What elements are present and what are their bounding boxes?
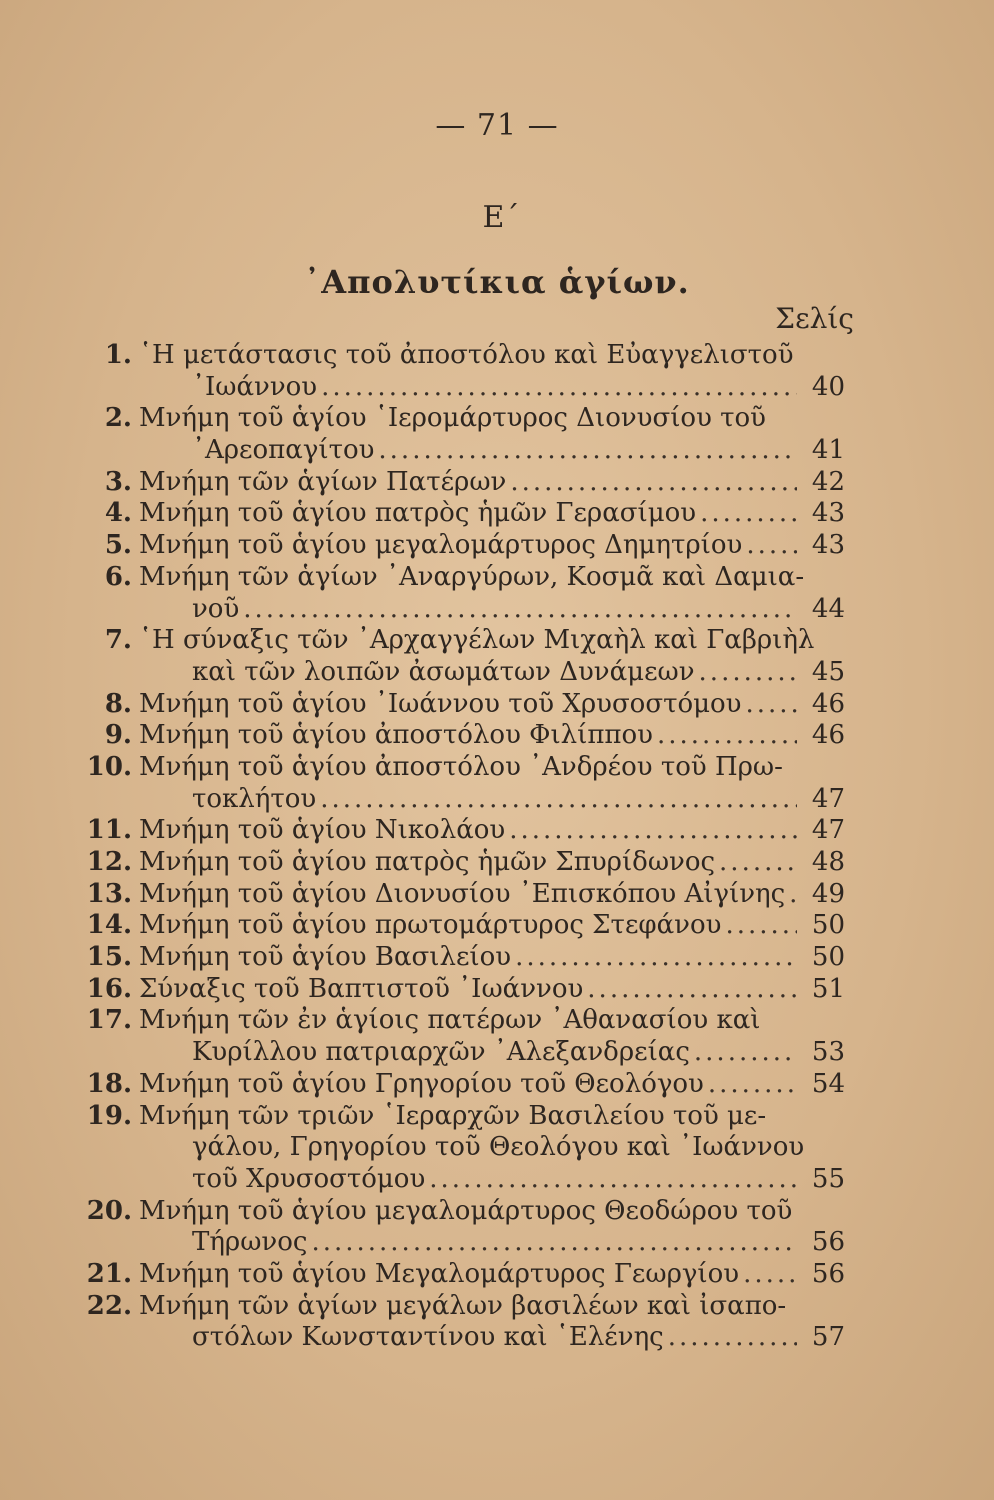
dot-leader xyxy=(699,657,797,687)
toc-entry-line xyxy=(70,847,845,879)
dot-leader xyxy=(694,1037,797,1067)
toc-entry-number: 16. xyxy=(86,973,132,1004)
toc-entry-page: 46 xyxy=(811,688,845,719)
toc-entry-number: 13. xyxy=(86,878,132,909)
toc-entry-title: ῾Η μετάστασις τοῦ ἀποστόλου καὶ Εὐαγγελιστοῦ xyxy=(139,340,794,370)
toc-entry-line xyxy=(70,1132,845,1164)
toc-entry-title: Μνήμη τοῦ ἁγίου ἀποστόλου ᾿Ανδρέου τοῦ Πρω- xyxy=(139,751,783,782)
toc-entry-line xyxy=(70,879,845,911)
toc-entry-line xyxy=(70,752,845,784)
toc-entry-number: 21. xyxy=(86,1258,132,1289)
toc-entry-title: ᾿Αρεοπαγίτου xyxy=(192,435,375,466)
toc-entry xyxy=(70,910,845,942)
toc-entry xyxy=(70,1069,845,1101)
toc-entry-title: Σύναξις τοῦ Βαπτιστοῦ ᾿Ιωάννου xyxy=(139,973,584,1004)
toc-entry-line xyxy=(70,942,845,974)
toc-entry-title: Μνήμη τοῦ ἁγίου ῾Ιερομάρτυρος Διονυσίου τοῦ xyxy=(139,403,766,434)
toc-entry-title: Μνήμη τοῦ ἁγίου πατρὸς ἡμῶν Γερασίμου xyxy=(139,498,697,529)
toc-entry-title: Μνήμη τῶν τριῶν ῾Ιεραρχῶν Βασιλείου τοῦ με- xyxy=(139,1100,767,1131)
toc-entry-number: 2. xyxy=(104,403,132,434)
toc-entry-line xyxy=(70,530,845,562)
dot-leader xyxy=(668,1322,797,1352)
toc-entry-line xyxy=(70,689,845,721)
toc-entry-number: 22. xyxy=(86,1290,132,1321)
toc-entry-title: ῾Η σύναξις τῶν ᾿Αρχαγγέλων Μιχαὴλ καὶ Γαβριὴλ xyxy=(139,625,815,656)
toc-entry xyxy=(70,403,845,466)
dot-leader xyxy=(320,784,797,814)
toc-entry-line xyxy=(70,625,845,657)
toc-entry-title: τοκλήτου xyxy=(192,783,317,814)
toc-entry-title: καὶ τῶν λοιπῶν ἀσωμάτων Δυνάμεων xyxy=(192,656,695,687)
page-number: — 71 — xyxy=(435,108,559,143)
toc-entry-page: 56 xyxy=(811,1227,845,1258)
toc-entry xyxy=(70,974,845,1006)
toc-entry-page: 57 xyxy=(811,1322,845,1353)
dot-leader xyxy=(789,879,797,909)
toc-entry-title: Μνήμη τοῦ ἁγίου ἀποστόλου Φιλίππου xyxy=(139,720,653,751)
dot-leader xyxy=(657,720,797,750)
toc-entry-title: Μνήμη τοῦ ἁγίου πρωτομάρτυρος Στεφάνου xyxy=(139,910,722,941)
toc-entry-number: 8. xyxy=(104,688,132,719)
toc-entry xyxy=(70,1101,845,1196)
toc-entry-line xyxy=(70,340,845,372)
toc-entry-title: Τήρωνος xyxy=(192,1227,308,1258)
toc-entry-title: Μνήμη τῶν ἁγίων μεγάλων βασιλέων καὶ ἰσαπο- xyxy=(139,1290,787,1321)
toc-entry-title: ᾿Ιωάννου xyxy=(192,371,318,402)
toc-entry-page: 54 xyxy=(811,1068,845,1099)
toc-entry-title: Μνήμη τοῦ ἁγίου Διονυσίου ᾿Επισκόπου Αἰγίνης xyxy=(139,878,786,909)
toc-entry-page: 56 xyxy=(811,1258,845,1289)
toc-entry-title: Μνήμη τοῦ ἁγίου πατρὸς ἡμῶν Σπυρίδωνος xyxy=(139,847,716,877)
toc-entry xyxy=(70,879,845,911)
toc-entry xyxy=(70,625,845,688)
toc-entry-number: 9. xyxy=(104,720,132,751)
toc-entry-number: 18. xyxy=(86,1068,132,1099)
toc-entry xyxy=(70,720,845,752)
dot-leader xyxy=(515,942,797,972)
section-heading: ᾿Απολυτίκια ἁγίων. xyxy=(304,263,690,301)
page-column-header: Σελίς xyxy=(775,302,854,335)
toc-entry-line xyxy=(70,435,845,467)
toc-entry-number: 11. xyxy=(86,815,132,846)
dot-leader xyxy=(509,815,797,845)
toc-entry-page: 47 xyxy=(811,783,845,814)
toc-entry xyxy=(70,815,845,847)
dot-leader xyxy=(708,1069,797,1099)
toc-entry-title: Μνήμη τοῦ ἁγίου μεγαλομάρτυρος Θεοδώρου τοῦ xyxy=(139,1195,793,1226)
toc-entry xyxy=(70,562,845,625)
toc-entry-line xyxy=(70,562,845,594)
toc-entry-line xyxy=(70,403,845,435)
toc-entry-number: 4. xyxy=(104,498,132,529)
toc-entry-line xyxy=(70,372,845,404)
toc-entry-number: 6. xyxy=(104,561,132,592)
toc-entry-number: 15. xyxy=(86,942,132,973)
toc-entry-line xyxy=(70,1227,845,1259)
toc-entry xyxy=(70,1259,845,1291)
dot-leader xyxy=(311,1227,797,1257)
toc-entry xyxy=(70,530,845,562)
toc-entry-page: 51 xyxy=(811,973,845,1004)
toc-entry xyxy=(70,1005,845,1068)
toc-entry-line xyxy=(70,974,845,1006)
toc-entry xyxy=(70,942,845,974)
toc-entry xyxy=(70,340,845,403)
toc-entry-number: 19. xyxy=(86,1100,132,1131)
toc-entry-number: 7. xyxy=(104,625,132,656)
toc-entry-number: 3. xyxy=(104,466,132,497)
toc-entry-page: 43 xyxy=(811,498,845,529)
dot-leader xyxy=(243,594,797,624)
toc-entry-page: 50 xyxy=(811,910,845,941)
toc-entry-line xyxy=(70,910,845,942)
toc-entry-line xyxy=(70,467,845,499)
dot-leader xyxy=(378,435,797,465)
toc-entry-line xyxy=(70,1196,845,1228)
toc-entry-number: 14. xyxy=(86,910,132,941)
toc-entry-title: γάλου, Γρηγορίου τοῦ Θεολόγου καὶ ᾿Ιωάννου xyxy=(192,1132,805,1163)
toc-entry xyxy=(70,498,845,530)
toc-entry-number: 1. xyxy=(104,340,132,370)
toc-entry-line xyxy=(70,1069,845,1101)
toc-entry-title: τοῦ Χρυσοστόμου xyxy=(192,1163,426,1194)
toc-entry-page: 49 xyxy=(811,878,845,909)
toc-entry-line xyxy=(70,815,845,847)
dot-leader xyxy=(725,910,797,940)
toc-entry-line xyxy=(70,1164,845,1196)
toc-entry-page: 46 xyxy=(811,720,845,751)
toc-entry-page: 47 xyxy=(811,815,845,846)
toc-entry-line xyxy=(70,1037,845,1069)
toc-entry-page: 45 xyxy=(811,656,845,687)
toc-entry-title: Μνήμη τοῦ ἁγίου Βασιλείου xyxy=(139,942,512,973)
toc-entry-page: 53 xyxy=(811,1037,845,1068)
toc-entry-page: 48 xyxy=(811,847,845,877)
toc-entry xyxy=(70,1291,845,1354)
toc-entry-page: 41 xyxy=(811,435,845,466)
toc-entries xyxy=(70,340,845,1354)
toc-entry-title: Μνήμη τοῦ ἁγίου Γρηγορίου τοῦ Θεολόγου xyxy=(139,1068,704,1099)
toc-entry xyxy=(70,1196,845,1259)
toc-entry-title: Μνήμη τοῦ ἁγίου Νικολάου xyxy=(139,815,506,846)
toc-entry-line xyxy=(70,1101,845,1133)
toc-entry-number: 5. xyxy=(104,530,132,561)
toc-entry-title: Κυρίλλου πατριαρχῶν ᾿Αλεξανδρείας xyxy=(192,1037,690,1068)
toc-entry-page: 55 xyxy=(811,1163,845,1194)
toc-entry-page: 42 xyxy=(811,466,845,497)
toc-entry-line xyxy=(70,784,845,816)
toc-entry-line xyxy=(70,498,845,530)
toc-entry-number: 17. xyxy=(86,1005,132,1036)
toc-entry-line xyxy=(70,657,845,689)
toc-entry-title: Μνήμη τῶν ἁγίων ᾿Αναργύρων, Κοσμᾶ καὶ Δαμια- xyxy=(139,561,805,592)
toc-entry-line xyxy=(70,1322,845,1354)
dot-leader xyxy=(429,1164,797,1194)
toc-entry-line xyxy=(70,1259,845,1291)
toc-entry-title: Μνήμη τοῦ ἁγίου μεγαλομάρτυρος Δημητρίου xyxy=(139,530,743,561)
dot-leader xyxy=(587,974,797,1004)
toc-entry-title: Μνήμη τοῦ ἁγίου Μεγαλομάρτυρος Γεωργίου xyxy=(139,1258,740,1289)
section-letter: Ε΄ xyxy=(482,200,520,235)
toc-entry xyxy=(70,752,845,815)
toc-entry-line xyxy=(70,594,845,626)
toc-entry-title: Μνήμη τοῦ ἁγίου ᾿Ιωάννου τοῦ Χρυσοστόμου xyxy=(139,688,742,719)
toc-entry-number: 20. xyxy=(86,1195,132,1226)
dot-leader xyxy=(743,1259,797,1289)
toc-entry-page: 44 xyxy=(811,593,845,624)
dot-leader xyxy=(745,689,797,719)
toc-entry xyxy=(70,847,845,879)
toc-entry xyxy=(70,689,845,721)
dot-leader xyxy=(321,372,797,402)
toc-entry-page: 43 xyxy=(811,530,845,561)
toc-entry-title: Μνήμη τῶν ἁγίων Πατέρων xyxy=(139,466,507,497)
toc-entry xyxy=(70,467,845,499)
toc-entry-title: στόλων Κωνσταντίνου καὶ ῾Ελένης xyxy=(192,1322,664,1353)
toc-entry-number: 10. xyxy=(86,751,132,782)
dot-leader xyxy=(746,530,797,560)
toc-entry-number: 12. xyxy=(86,847,132,877)
dot-leader xyxy=(700,498,797,528)
toc-entry-line xyxy=(70,1291,845,1323)
dot-leader xyxy=(510,467,797,497)
toc-entry-line xyxy=(70,720,845,752)
toc-entry-line xyxy=(70,1005,845,1037)
toc-entry-title: Μνήμη τῶν ἐν ἁγίοις πατέρων ᾿Αθανασίου καὶ xyxy=(139,1005,761,1036)
toc-entry-title: νοῦ xyxy=(192,593,240,624)
toc-entry-page: 50 xyxy=(811,942,845,973)
dot-leader xyxy=(719,847,797,877)
toc-entry-page: 40 xyxy=(811,371,845,402)
